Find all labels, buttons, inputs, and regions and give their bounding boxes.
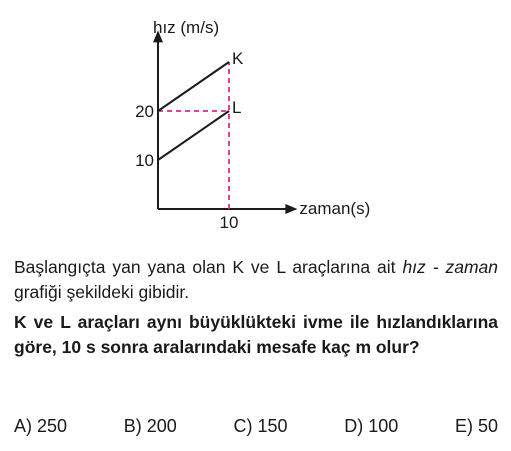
y-tick-label-20: 20 (135, 102, 154, 121)
option-b[interactable]: B) 200 (123, 416, 177, 436)
option-a[interactable]: A) 250 (14, 416, 68, 436)
option-e[interactable]: E) 50 (454, 416, 498, 436)
question-prompt: K ve L araçları aynı büyüklükteki ivme ile hızlandıklarına göre, 10 s sonra aralarındaki mesafe kaç m olur? (14, 312, 498, 357)
series-line-L (158, 111, 229, 160)
series-label-K: K (232, 49, 244, 68)
x-tick-label-10: 10 (219, 213, 239, 232)
y-tick-label-10: 10 (135, 151, 154, 170)
answer-options (14, 416, 498, 437)
option-d[interactable]: D) 100 (344, 416, 399, 436)
option-c[interactable]: C) 150 (233, 416, 288, 436)
x-axis-arrow (285, 204, 297, 214)
series-line-K (158, 62, 229, 111)
intro-text-2: grafiği şekildeki gibidir. (14, 282, 190, 302)
y-axis-label: hız (m/s) (153, 18, 220, 37)
intro-hiz-italic: hız - (402, 257, 439, 277)
axes (153, 30, 297, 214)
question-intro (14, 255, 498, 305)
series-label-L: L (232, 98, 242, 117)
x-axis-label: zaman(s) (299, 199, 371, 218)
intro-zaman-italic: zaman (445, 257, 498, 277)
intro-text-1: Başlangıçta yan yana olan K ve L araçlarına ait (14, 257, 403, 277)
chart-labels (135, 18, 370, 232)
